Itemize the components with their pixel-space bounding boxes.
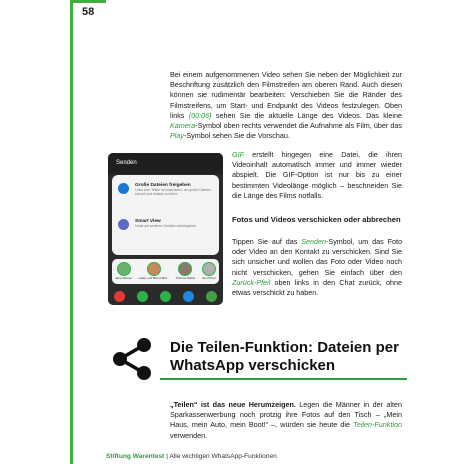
paragraph-video-editing: Bei einem aufgenommenen Video sehen Sie neben der Möglichkeit zur Beschriftung zusätzlich den Filmstreifen am oberen Rand. Auch diesen können sie rudimentär bearbeiten: Verschieben Sie die Ränder des Filmstreifens, um Start- und Endpunkt des Videos festzulegen. Oben links (00:06) sehen Sie die aktuelle Länge des Videos. Das kleine Kamera-Symbol oben rechts verwendet die Aufnahme als Film, über das Play-Symbol sehen Sie die Vorschau.	[170, 70, 402, 141]
page-footer: Stiftung Warentest | Alle wichtigen WhatsApp-Funktionen	[106, 453, 277, 460]
phone-screenshot	[108, 153, 223, 305]
subheading-send-or-cancel: Fotos und Videos verschicken oder abbrechen	[232, 215, 401, 224]
cloud-app-icon[interactable]	[183, 291, 194, 302]
paragraph-sharing-intro: „Teilen“ ist das neue Herumzeigen. Legen die Männer in der alten Sparkassenwerbung noch protzig ihre Fotos auf den Tisch – „Mein Haus, mein Auto, mein Boot!“ –, würden sie heute die Teilen-Funktion verwenden.	[170, 400, 403, 440]
footer-section: Alle wichtigen WhatsApp-Funktionen	[169, 453, 277, 460]
app-row	[108, 287, 223, 305]
whatsapp-icon[interactable]	[137, 291, 148, 302]
footer-brand: Stiftung Warentest	[106, 453, 165, 460]
phone-title: Senden	[116, 160, 137, 166]
page-number: 58	[82, 6, 95, 18]
page-edge-bar	[70, 0, 73, 464]
contact-item[interactable]: Heike und Bernd Mitt...	[139, 262, 170, 280]
contact-item[interactable]: Jan Prüfer	[202, 262, 216, 280]
whatsapp-icon[interactable]	[160, 291, 171, 302]
recent-contacts	[112, 259, 219, 284]
share-icon	[108, 335, 156, 383]
paragraph-send: Tippen Sie auf das Senden-Symbol, um das Foto oder Video an den Kontakt zu verschicken. Sind Sie sich unsicher und wollen das Foto oder Video noch nicht verschicken, gehen Sie einfach über den Zurück-Pfeil oben links in den Chat zurück, ohne etwas verschickt zu haben.	[232, 237, 402, 298]
contact-item[interactable]: Thomas Weller	[175, 262, 195, 280]
maps-icon[interactable]	[206, 291, 217, 302]
app-icon[interactable]	[114, 291, 125, 302]
option-large-files[interactable]: Große Dateien freigeben Links zum Teilen herunterladen, um große Dateien schnell und einfach zu teilen	[118, 183, 213, 196]
avatar	[147, 262, 161, 276]
phone-header	[108, 153, 223, 174]
avatar	[178, 262, 192, 276]
option-smart-view[interactable]: Smart View Inhalt auf anderen Geräten wiedergeben	[118, 219, 213, 230]
smart-view-icon	[118, 219, 129, 230]
paragraph-gif: GIF erstellt hingegen eine Datei, die ihren Videoinhalt automatisch immer und immer wieder abspielt. Die GIF-Option ist nur bis zu einer bestimmten Videolänge möglich – beschneiden Sie die Länge des Films notfalls.	[232, 150, 402, 200]
avatar	[202, 262, 216, 276]
section-divider	[160, 378, 407, 380]
avatar	[117, 262, 131, 276]
share-options-card	[112, 175, 219, 255]
cloud-upload-icon	[118, 183, 129, 194]
contact-item[interactable]: Jana Warner	[115, 262, 132, 280]
section-title: Die Teilen-Funktion: Dateien per WhatsApp verschicken	[170, 339, 399, 374]
